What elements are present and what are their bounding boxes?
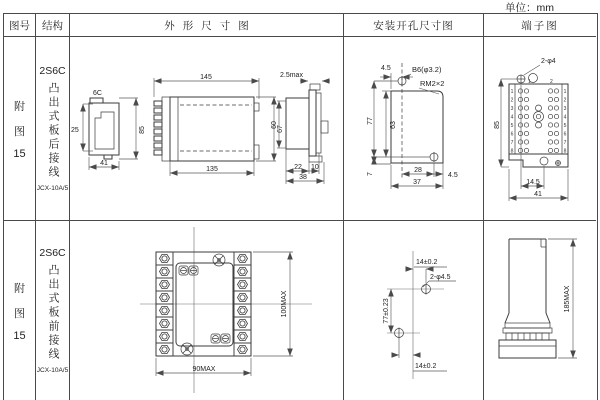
dim-label-4.5-right: 4.5 — [448, 172, 458, 179]
hole-callout: 2-φ4.5 — [430, 274, 451, 281]
mounting-screw-bottom-left — [181, 343, 193, 355]
terminal-num: 7 — [563, 140, 567, 146]
relay-code-label: JCX-10A/5 — [36, 185, 69, 192]
terminal-num: 8 — [510, 148, 514, 155]
dim-label-4.5-top: 4.5 — [381, 65, 391, 72]
dim-label-25max: 2.5max — [280, 72, 303, 79]
dim-label-85: 85 — [494, 121, 501, 129]
row2-fig-no — [4, 221, 36, 400]
row2-install-cell — [344, 221, 484, 400]
row1-fig-no — [4, 37, 36, 221]
dim-label-22: 22 — [294, 164, 302, 171]
terminal-num: 7 — [510, 140, 514, 146]
terminal-num: 2 — [510, 97, 514, 104]
relay-side-view — [154, 74, 284, 176]
dim-label-14-top: 14±0.2 — [416, 259, 438, 266]
dim-label-7: 7 — [367, 172, 374, 176]
row2-install-drawing — [344, 221, 484, 400]
model-label: 2S6C — [39, 247, 66, 259]
row1-outline-drawing — [70, 37, 344, 221]
hole-callout: B6(φ3.2) — [412, 65, 442, 74]
header-structure: 结构 — [36, 14, 70, 37]
header-terminal: 端子图 — [484, 14, 596, 37]
terminal-num: 6 — [563, 131, 567, 138]
row1-terminal-cell — [484, 37, 596, 221]
dim-label-100max: 100MAX — [281, 290, 288, 318]
mounting-screw-top-right — [213, 254, 225, 266]
terminal-num: 4 — [563, 114, 567, 121]
dim-label-77: 77±0.23 — [383, 298, 390, 324]
dim-label-77: 77 — [367, 117, 374, 125]
dim-label-85: 85 — [139, 126, 146, 134]
cover-screws — [179, 266, 230, 343]
fig-num: 15 — [13, 147, 26, 160]
dim-label-25: 25 — [71, 127, 79, 134]
dim-label-28: 28 — [414, 167, 422, 174]
relay-profile — [499, 239, 556, 358]
dim-label-6c: 6C — [93, 90, 102, 97]
dim-label-135: 135 — [206, 166, 218, 173]
relay-code-label: JCX-10A/5 — [36, 367, 69, 374]
mount-type-label: 凸出式板后接线 — [47, 82, 59, 180]
row1-structure — [36, 37, 70, 221]
dim-label-90max: 90MAX — [192, 366, 216, 373]
fig-char: 图 — [14, 307, 25, 320]
terminal-num: 3 — [510, 106, 514, 112]
header-fig-no: 图号 — [4, 14, 36, 37]
dim-label-37: 37 — [413, 179, 421, 186]
terminal-num: 6 — [510, 131, 514, 138]
terminal-screws — [518, 89, 558, 153]
terminal-num: 1 — [510, 89, 514, 95]
mount-type-label: 凸出式板前接线 — [47, 264, 59, 362]
row2-outline-drawing — [70, 221, 344, 400]
dim-label-41: 41 — [534, 191, 542, 198]
dim-label-14-bottom: 14±0.2 — [415, 363, 437, 370]
terminal-num: 4 — [510, 114, 514, 121]
terminal-num: 3 — [563, 106, 567, 112]
dim-label-38: 38 — [299, 174, 307, 181]
hole-callout: 2-φ4 — [541, 58, 556, 65]
row2-structure — [36, 221, 70, 400]
terminal-num: 5 — [510, 123, 514, 129]
dim-label-10: 10 — [311, 164, 319, 171]
row2-terminal-cell — [484, 221, 596, 400]
fig-char: 附 — [14, 100, 25, 113]
row1-install-drawing — [344, 37, 484, 221]
row1-install-cell — [344, 37, 484, 221]
header-install: 安装开孔尺寸图 — [344, 14, 484, 37]
row1-terminal-drawing — [484, 37, 596, 221]
terminal-num: 5 — [563, 123, 567, 129]
dimension-table — [3, 13, 598, 400]
dim-label-63: 63 — [390, 121, 397, 129]
dim-label-41: 41 — [100, 160, 108, 167]
relay-end-view — [71, 90, 146, 170]
dim-label-60: 60 — [271, 121, 278, 129]
unit-label: 单位：mm — [505, 2, 554, 14]
model-label: 2S6C — [39, 65, 66, 77]
dim-label-145: 145 — [200, 74, 212, 81]
corner-callout: RM2×2 — [420, 79, 445, 88]
row2-outline-cell — [70, 221, 344, 400]
terminal-col-label: 1 — [528, 79, 531, 85]
terminal-num: 8 — [563, 148, 567, 155]
header-outline: 外形尺寸图 — [70, 14, 344, 37]
fig-char: 附 — [14, 282, 25, 295]
terminal-num: 1 — [563, 89, 567, 95]
dim-label-67: 67 — [277, 125, 284, 133]
row1-outline-cell — [70, 37, 344, 221]
terminal-col-label: 2 — [550, 79, 553, 85]
fig-char: 图 — [14, 125, 25, 138]
fig-num: 15 — [13, 329, 26, 342]
dim-label-14.5: 14.5 — [526, 179, 540, 186]
row2-terminal-drawing — [484, 221, 596, 400]
terminal-num: 2 — [563, 97, 567, 104]
dim-label-185max: 185MAX — [564, 285, 571, 313]
